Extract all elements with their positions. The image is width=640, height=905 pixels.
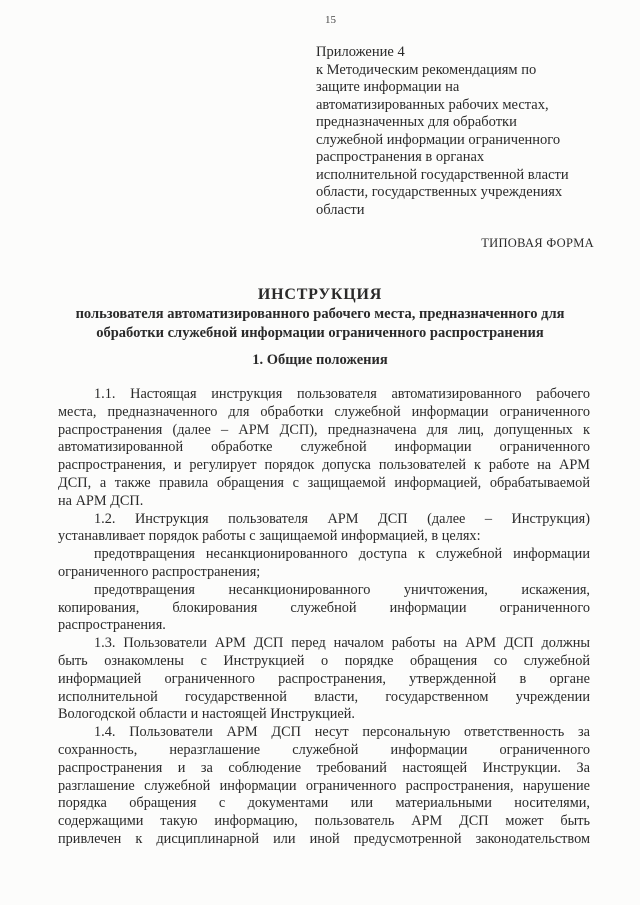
- body-line: распространения, и регулирует порядок допуска пользователей к работе на АРМ: [58, 457, 590, 474]
- appendix-line: служебной информации ограниченного: [316, 131, 561, 148]
- appendix-line: защите информации на: [316, 79, 460, 95]
- body-line: копирования, блокирования служебной информации ограниченного: [58, 599, 590, 616]
- body-line: разглашение служебной информации ограниченного распространения, нарушение: [58, 777, 590, 794]
- body-text: [58, 386, 590, 849]
- body-line: распространения (далее – АРМ ДСП), предназначена для лиц, допущенных к: [58, 421, 590, 438]
- body-line: содержащими такую информацию, пользователь АРМ ДСП может быть: [58, 813, 590, 830]
- body-line: распространения.: [58, 617, 166, 634]
- body-line: привлечен к дисциплинарной или иной предусмотренной законодательством: [58, 830, 590, 847]
- body-line: сохранность, неразглашение служебной информации ограниченного: [58, 741, 590, 758]
- appendix-line: исполнительной государственной власти: [316, 166, 569, 183]
- body-line: быть ознакомлены с Инструкцией о порядке обращения со служебной: [58, 652, 590, 669]
- body-line: предотвращения несанкционированного уничтожения, искажения,: [94, 581, 590, 598]
- body-line: 1.1. Настоящая инструкция пользователя автоматизированного рабочего: [94, 386, 590, 402]
- body-line: 1.4. Пользователи АРМ ДСП несут персональную ответственность за: [94, 724, 590, 741]
- appendix-line: распространения в органах: [316, 149, 485, 165]
- body-line: устанавливает порядок работы с защищаемой информацией, в целях:: [58, 528, 481, 545]
- appendix-line: области, государственных учреждениях: [316, 184, 563, 200]
- body-line: предотвращения несанкционированного доступа к служебной информации: [94, 546, 590, 563]
- body-line: распространения и за соблюдение требований настоящей Инструкции. За: [58, 759, 590, 776]
- document-title: ИНСТРУКЦИЯ: [257, 286, 383, 303]
- body-line: ограниченного распространения;: [58, 563, 261, 580]
- body-line: 1.3. Пользователи АРМ ДСП перед началом работы на АРМ ДСП должны: [94, 635, 590, 652]
- body-line: информацией ограниченного распространения, утвержденной в органе: [58, 670, 590, 687]
- body-line: на АРМ ДСП.: [58, 492, 144, 509]
- appendix-line: предназначенных для обработки: [316, 114, 517, 130]
- page-number: 15: [325, 14, 336, 26]
- subtitle-line: обработки служебной информации ограниченного распространения: [96, 325, 544, 341]
- appendix-line: области: [316, 201, 365, 218]
- body-line: Вологодской области и настоящей Инструкцией.: [58, 706, 355, 723]
- section-heading: 1. Общие положения: [252, 352, 388, 368]
- body-line: порядка обращения с документами или материальными носителями,: [58, 795, 590, 812]
- appendix-line: автоматизированных рабочих местах,: [316, 96, 549, 113]
- body-line: места, предназначенного для обработки служебной информации ограниченного: [58, 403, 590, 420]
- body-line: 1.2. Инструкция пользователя АРМ ДСП (далее – Инструкция): [94, 510, 590, 527]
- appendix-line: к Методическим рекомендациям по: [316, 61, 537, 78]
- form-type-label: ТИПОВАЯ ФОРМА: [481, 236, 594, 250]
- body-line: ДСП, а также правила обращения с защищаемой информацией, обрабатываемой: [58, 474, 590, 491]
- appendix-note: [316, 44, 616, 219]
- appendix-line: Приложение 4: [316, 44, 405, 60]
- subtitle-line: пользователя автоматизированного рабочего места, предназначенного для: [75, 306, 565, 322]
- document-subtitle: [40, 305, 600, 343]
- body-line: исполнительной государственной власти, государственном учреждении: [58, 688, 590, 705]
- body-line: автоматизированной обработке служебной информации ограниченного: [58, 439, 590, 456]
